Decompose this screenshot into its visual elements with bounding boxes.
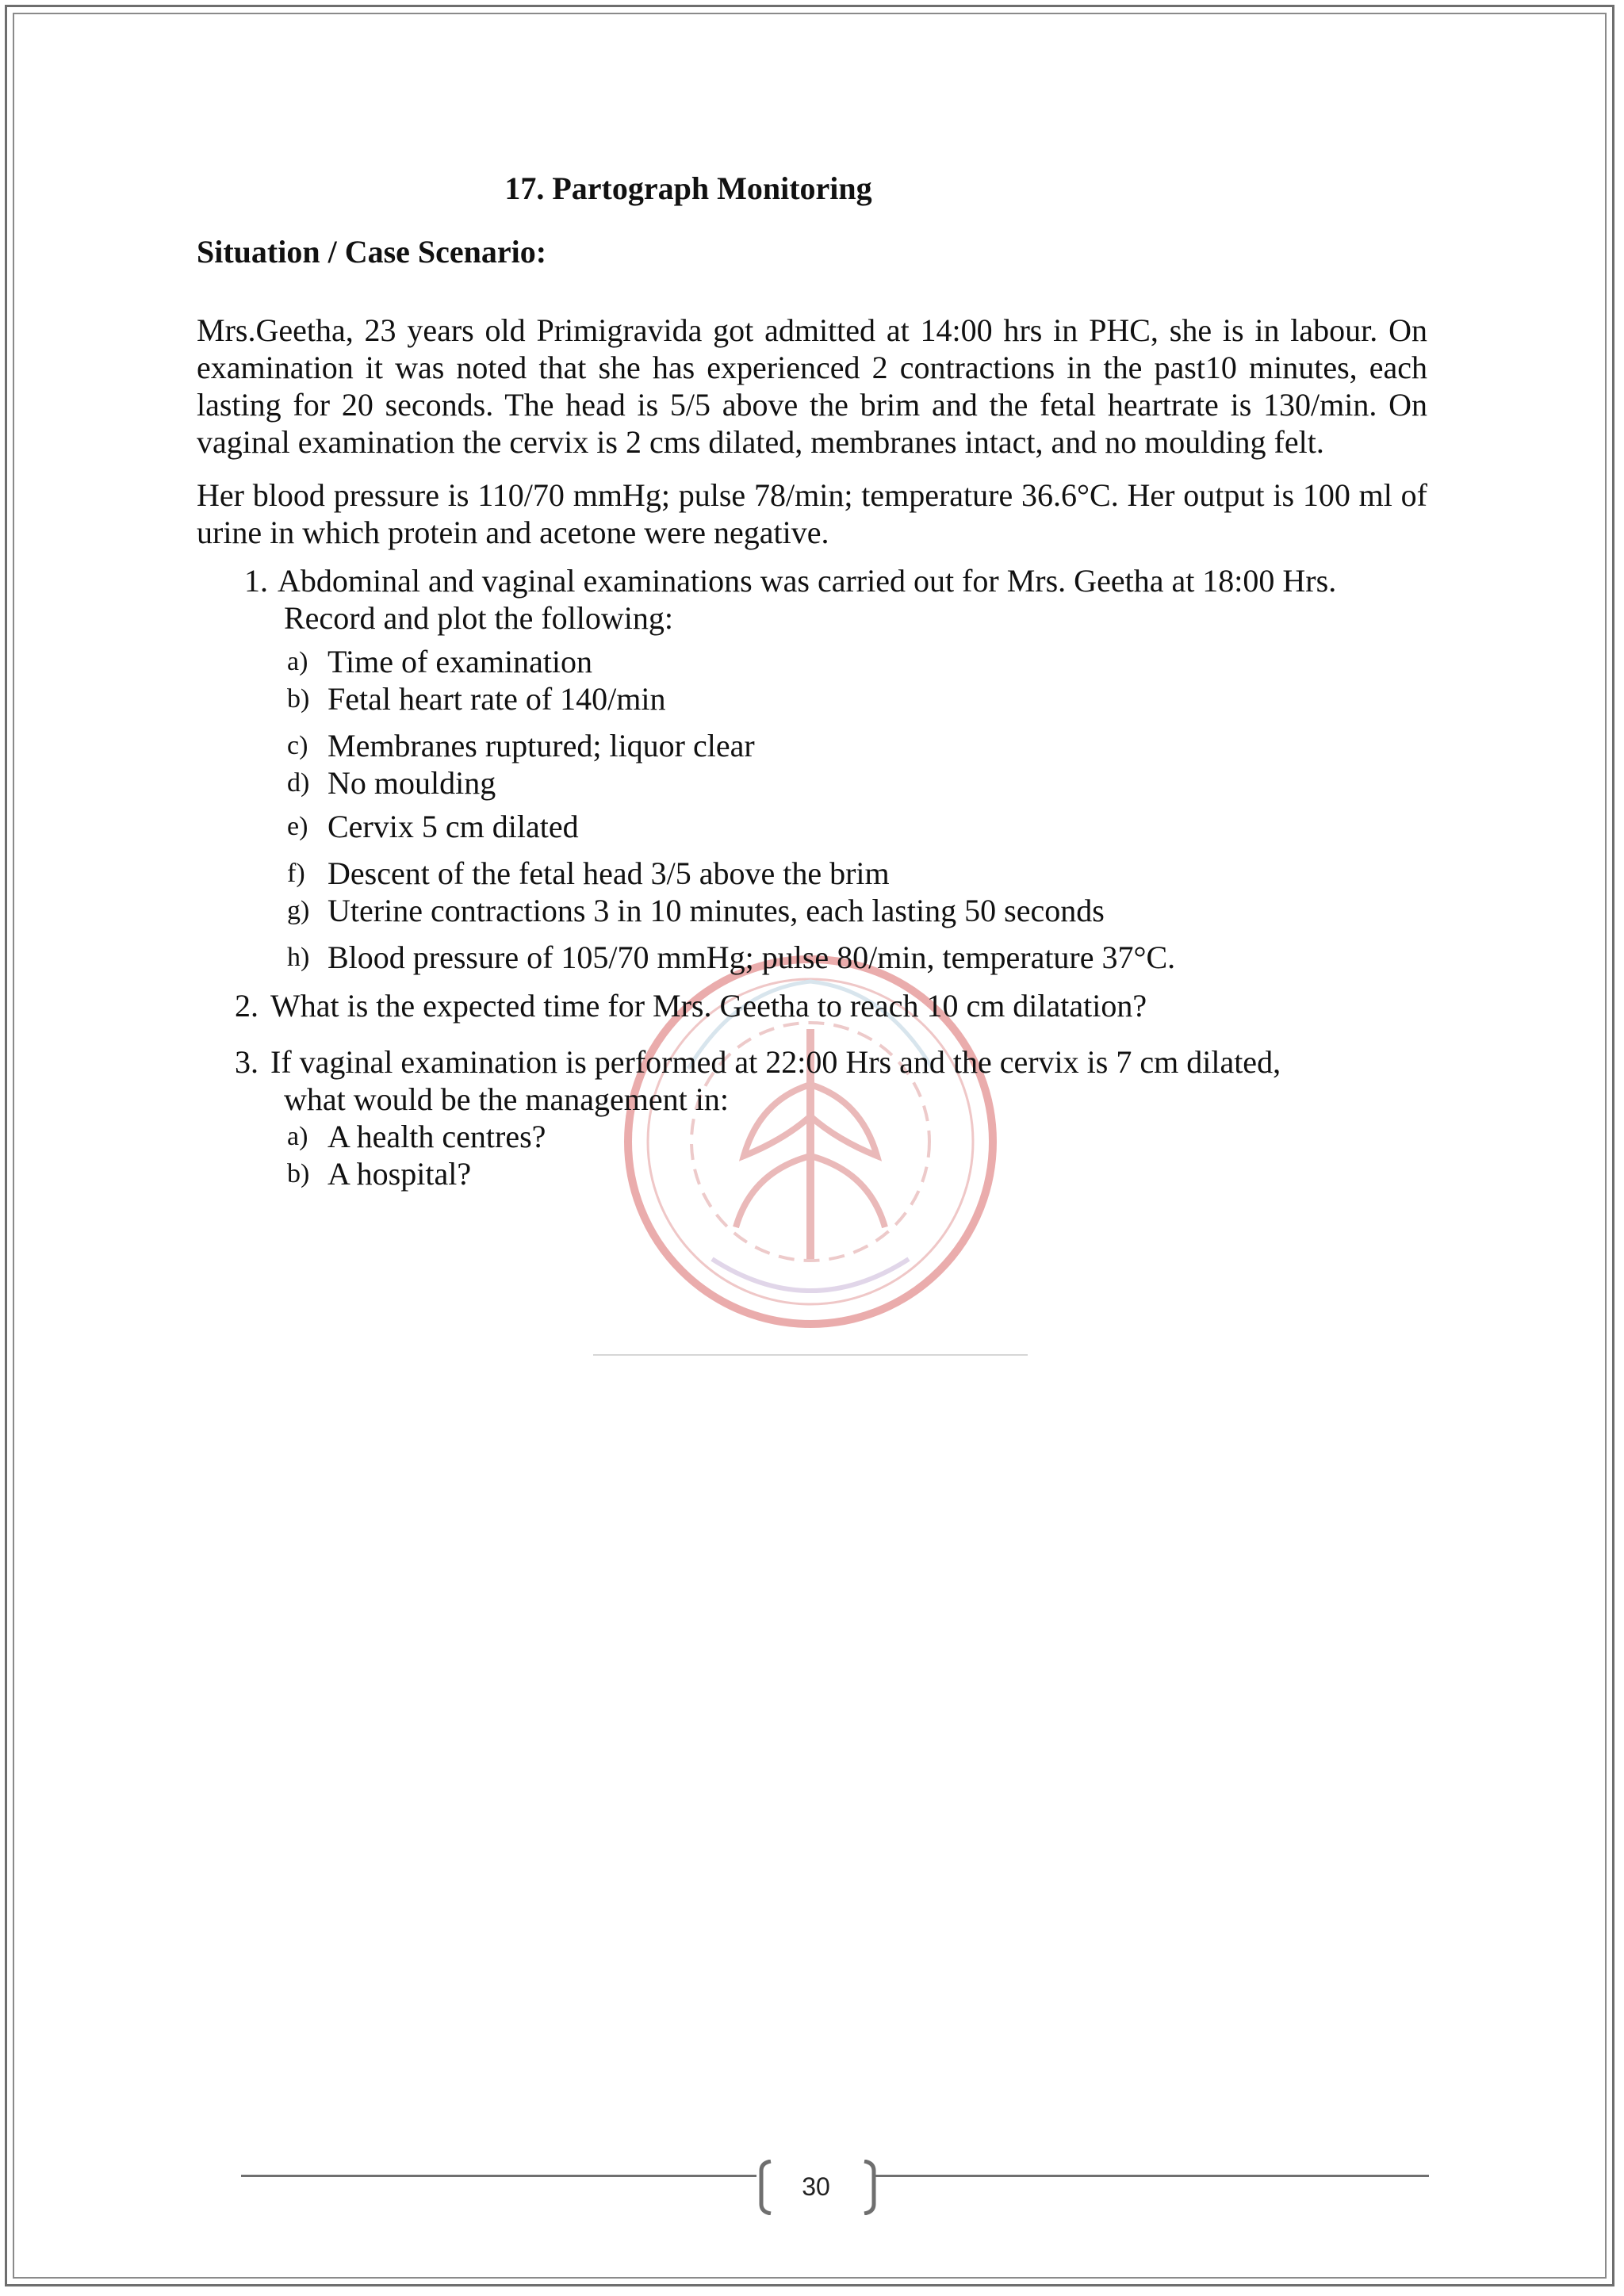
section-heading: Situation / Case Scenario:	[197, 234, 547, 270]
item-text: Membranes ruptured; liquor clear	[327, 728, 755, 763]
item-text: Fetal heart rate of 140/min	[327, 681, 666, 717]
item-text: A health centres?	[327, 1119, 546, 1154]
list-item	[190, 764, 1427, 802]
watermark-baseline	[593, 1354, 1028, 1356]
page-title: 17. Partograph Monitoring	[504, 170, 872, 206]
question-1	[197, 562, 1427, 637]
list-item	[190, 808, 1427, 845]
item-text: A hospital?	[327, 1156, 472, 1192]
case-paragraph-2: Her blood pressure is 110/70 mmHg; pulse 78/min; temperature 36.6°C. Her output is 100 ml of urine in which protein and acetone were negative.	[197, 477, 1427, 550]
item-text: Uterine contractions 3 in 10 minutes, each lasting 50 seconds	[327, 893, 1105, 928]
footer-rule-left	[241, 2175, 756, 2177]
item-letter: h)	[287, 943, 310, 972]
item-letter: g)	[287, 896, 310, 925]
list-item	[190, 1118, 1427, 1155]
question-2	[197, 987, 1427, 1024]
item-letter: a)	[287, 1122, 308, 1151]
item-text: Blood pressure of 105/70 mmHg; pulse 80/min, temperature 37°C.	[327, 939, 1176, 975]
list-item	[190, 727, 1427, 764]
list-item	[190, 643, 1427, 680]
question-1-items	[190, 643, 1427, 976]
item-letter: d)	[287, 768, 310, 798]
document-body	[197, 159, 1427, 1192]
item-text: Time of examination	[327, 644, 593, 679]
item-letter: c)	[287, 731, 308, 760]
list-item	[190, 855, 1427, 892]
case-paragraph-1: Mrs.Geetha, 23 years old Primigravida got admitted at 14:00 hrs in PHC, she is in labour. On examination it was noted that she has experienced 2 contractions in the past10 minutes, each lasting for 20 seconds. The head is 5/5 above the brim and the fetal heartrate is 130/min. On vaginal examination the cervix is 2 cms dilated, membranes intact, and no moulding felt.	[197, 312, 1427, 460]
item-letter: b)	[287, 684, 310, 714]
question-text-cont: Record and plot the following:	[284, 600, 674, 636]
question-3-items	[190, 1118, 1427, 1192]
page-number: 30	[802, 2172, 830, 2201]
item-text: Cervix 5 cm dilated	[327, 809, 579, 844]
item-letter: f)	[287, 859, 305, 888]
item-text: No moulding	[327, 765, 496, 801]
question-text-cont: what would be the management in:	[284, 1081, 729, 1117]
item-letter: e)	[287, 812, 308, 841]
question-text: What is the expected time for Mrs. Geetha to reach 10 cm dilatation?	[270, 988, 1147, 1024]
question-number: 2.	[235, 988, 259, 1024]
list-item	[190, 939, 1427, 976]
right-bracket-icon	[863, 2160, 877, 2215]
list-item	[190, 1155, 1427, 1192]
item-letter: a)	[287, 647, 308, 676]
list-item	[190, 680, 1427, 718]
question-text: If vaginal examination is performed at 22:00 Hrs and the cervix is 7 cm dilated,	[270, 1044, 1281, 1080]
question-number: 3.	[235, 1044, 259, 1080]
question-3	[197, 1043, 1427, 1118]
question-text: Abdominal and vaginal examinations was carried out for Mrs. Geetha at 18:00 Hrs.	[278, 563, 1337, 599]
question-number: 1.	[244, 563, 268, 599]
item-text: Descent of the fetal head 3/5 above the brim	[327, 855, 890, 891]
footer-rule-right	[875, 2175, 1429, 2177]
item-letter: b)	[287, 1159, 310, 1188]
list-item	[190, 892, 1427, 929]
